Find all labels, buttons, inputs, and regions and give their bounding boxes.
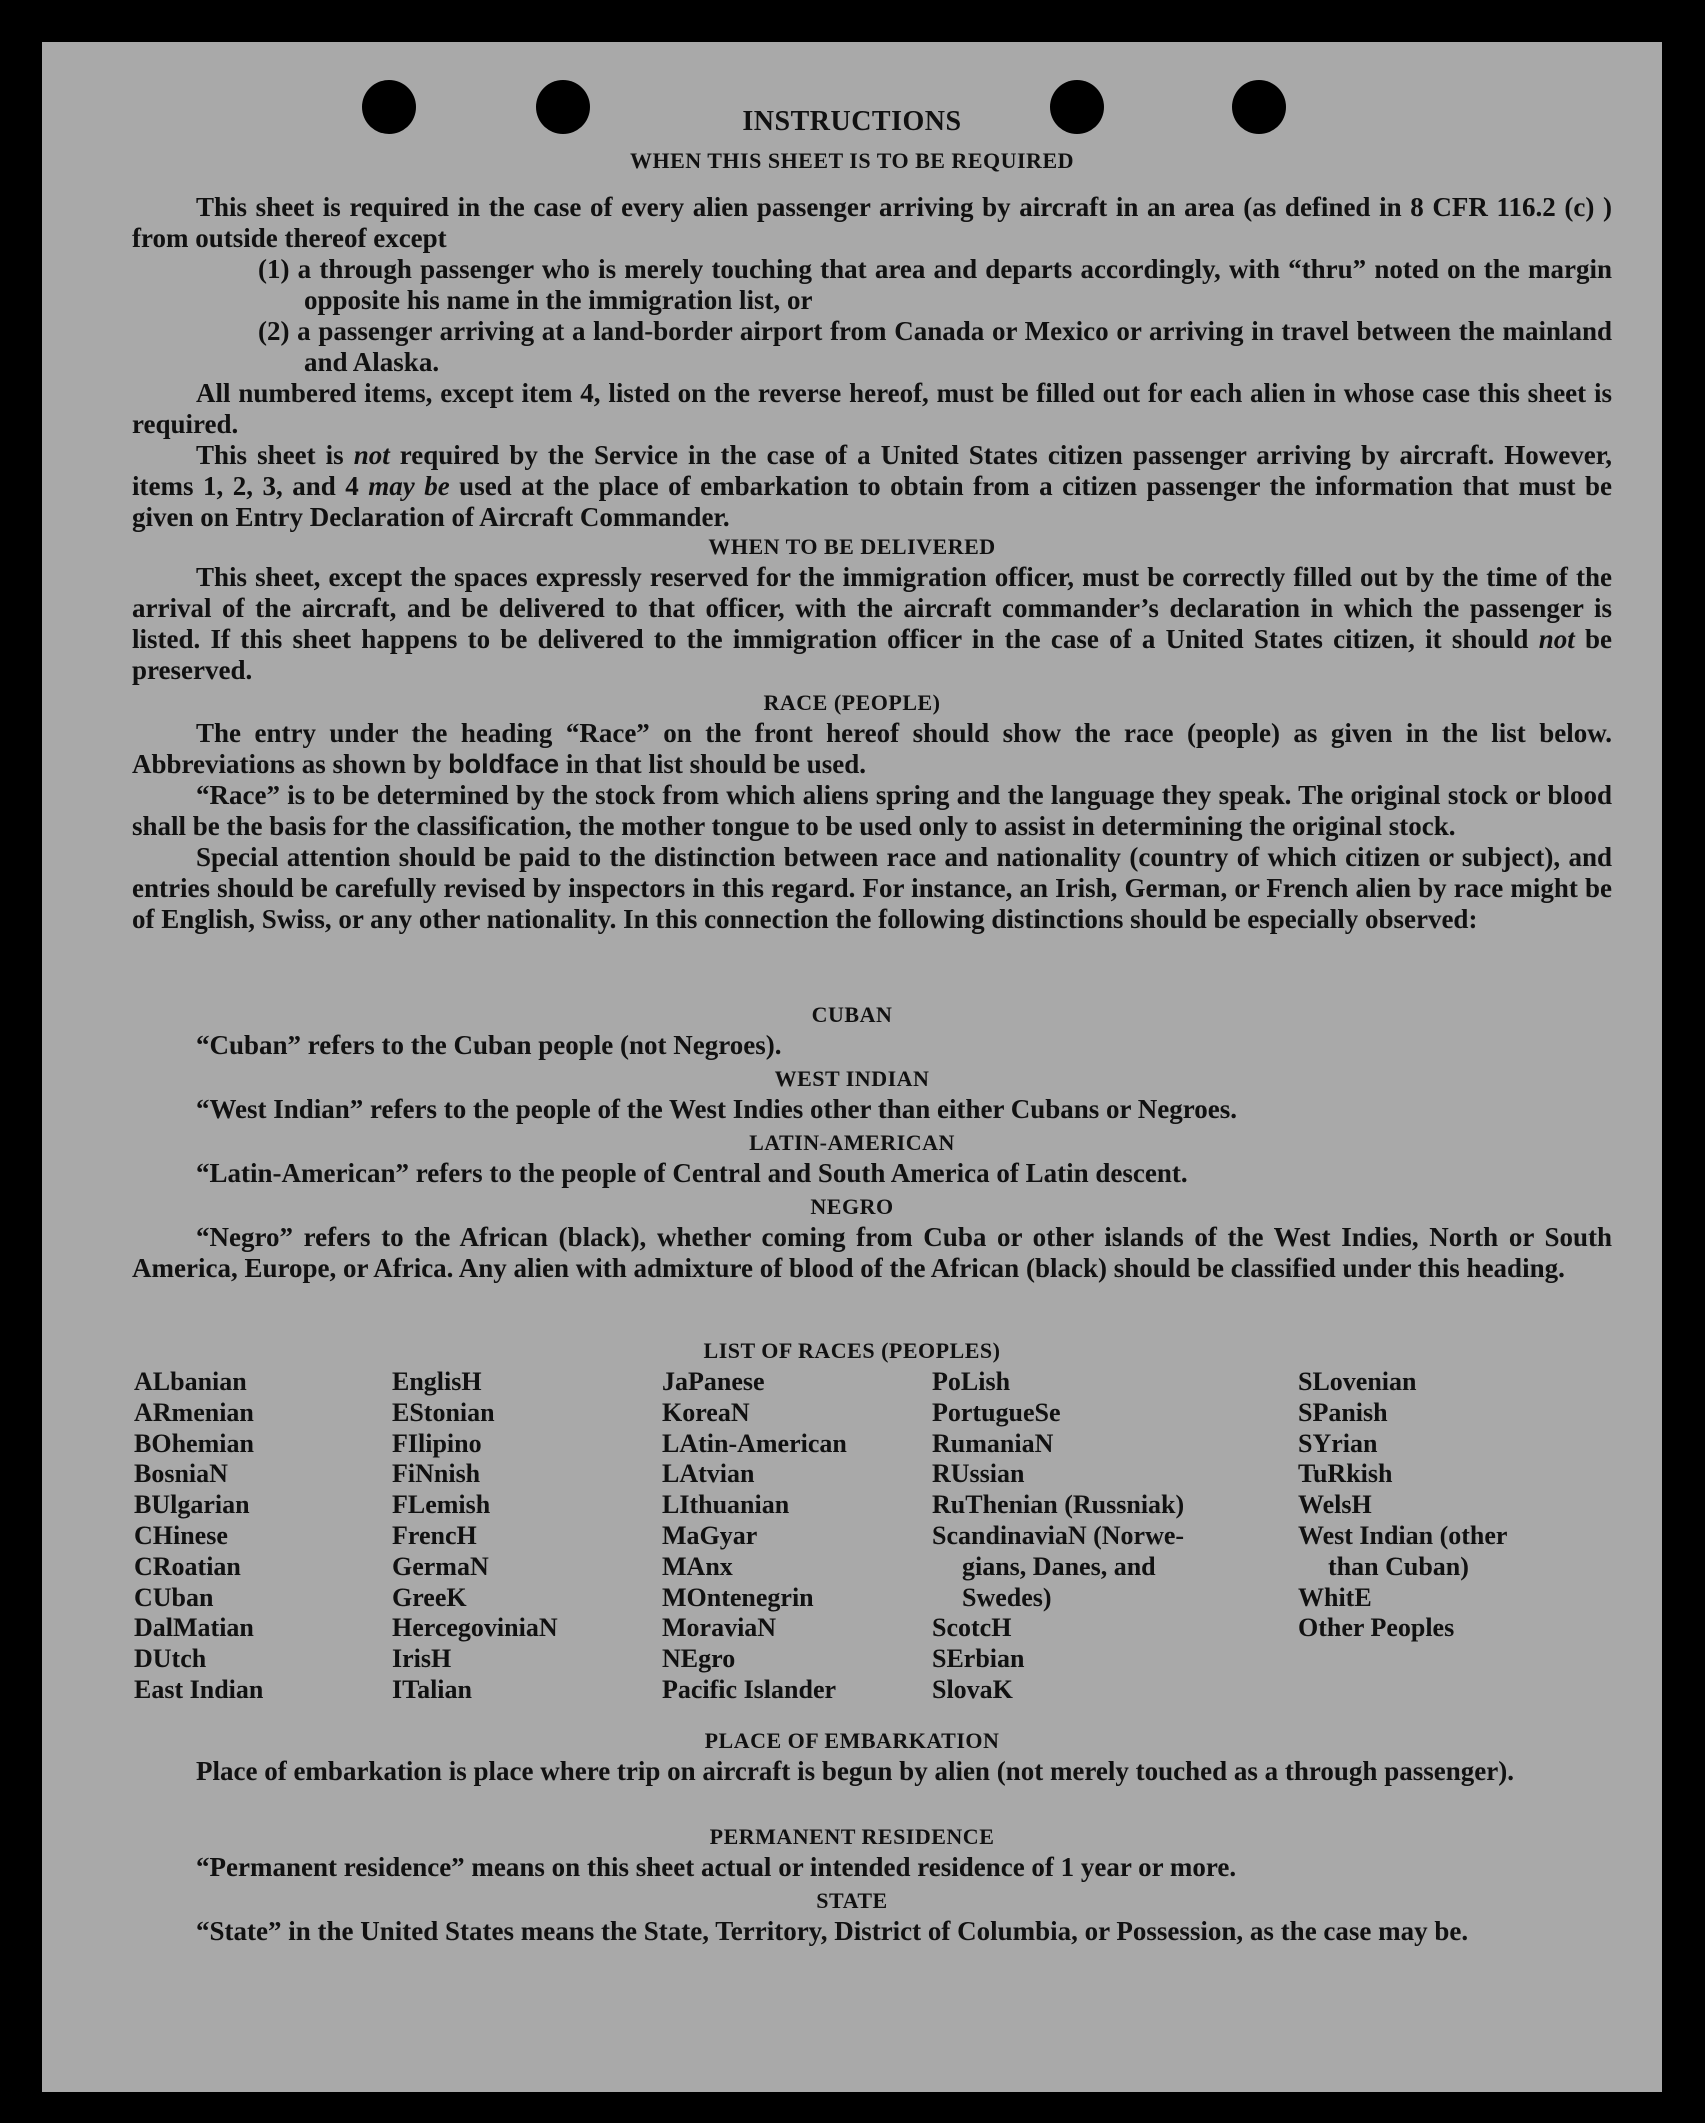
race-list-item: ScandinaviaN (Norwe- bbox=[932, 1520, 1185, 1550]
race-list-item: IrisH bbox=[392, 1644, 452, 1674]
required-paragraph-1: This sheet is required in the case of every alien passenger arriving by aircraft in an area (as defined in 8 CFR 116.2 (c) ) from outside thereof except bbox=[132, 192, 1612, 253]
residence-text: “Permanent residence” means on this sheet actual or intended residence of 1 year or more. bbox=[196, 1852, 1237, 1882]
race-list-item: Pacific Islander bbox=[662, 1674, 837, 1704]
race-list-item: ARmenian bbox=[134, 1397, 254, 1427]
embarkation-text: Place of embarkation is place where trip on aircraft is begun by alien (not merely touched as a through passenger). bbox=[196, 1756, 1514, 1786]
required-item-2: (2) a passenger arriving at a land-border airport from Canada or Mexico or arriving in travel between the mainland and Alaska. bbox=[258, 316, 1612, 377]
race-list-item: WhitE bbox=[1298, 1582, 1372, 1612]
race-list-item: CUban bbox=[134, 1582, 214, 1612]
heading-state: STATE bbox=[816, 1888, 888, 1913]
races-column-1 bbox=[134, 1367, 263, 1706]
race-list-item: LIthuanian bbox=[662, 1490, 790, 1520]
heading-embarkation: PLACE OF EMBARKATION bbox=[704, 1728, 1000, 1753]
race-list-item: LAtin-American bbox=[662, 1428, 847, 1458]
race-list-item: DUtch bbox=[134, 1644, 207, 1674]
race-list-item: SErbian bbox=[932, 1644, 1025, 1674]
race-list-item: LAtvian bbox=[662, 1459, 755, 1489]
race-list-item: Other Peoples bbox=[1298, 1613, 1455, 1643]
races-column-5 bbox=[1298, 1367, 1507, 1644]
definition-west-indian bbox=[132, 1094, 1612, 1125]
race-paragraph-1: The entry under the heading “Race” on the front hereof should show the race (people) as given in the list below. Abbreviations as shown by boldface in that list should be used. bbox=[132, 718, 1612, 779]
race-list-item: than Cuban) bbox=[1328, 1551, 1469, 1581]
definition-negro-text: “Negro” refers to the African (black), whether coming from Cuba or other islands of the West Indies, North or South America, Europe, or Africa. Any alien with admixture of blood of the African (black) should be classified under this heading. bbox=[132, 1222, 1612, 1283]
race-list-item: BUlgarian bbox=[134, 1490, 250, 1520]
race-list-item: gians, Danes, and bbox=[962, 1551, 1156, 1581]
race-list-item: PortugueSe bbox=[932, 1397, 1061, 1427]
heading-when-required: WHEN THIS SHEET IS TO BE REQUIRED bbox=[629, 148, 1075, 173]
race-list-item: FIlipino bbox=[392, 1428, 482, 1458]
race-list-item: SLovenian bbox=[1298, 1367, 1417, 1396]
race-list-item: SYrian bbox=[1298, 1428, 1378, 1458]
definition-latin-american-text: “Latin-American” refers to the people of Central and South America of Latin descent. bbox=[196, 1158, 1188, 1188]
definition-cuban bbox=[132, 1030, 1612, 1061]
page-title: INSTRUCTIONS bbox=[742, 106, 962, 137]
race-list-item: FrencH bbox=[392, 1520, 477, 1550]
race-list-item: HercegoviniaN bbox=[392, 1613, 558, 1643]
race-list-item: PoLish bbox=[932, 1367, 1011, 1396]
heading-negro: NEGRO bbox=[810, 1194, 894, 1219]
races-column-3 bbox=[662, 1367, 847, 1706]
definition-latin-american bbox=[132, 1158, 1612, 1189]
heading-residence: PERMANENT RESIDENCE bbox=[709, 1824, 995, 1849]
race-paragraph-3: Special attention should be paid to the distinction between race and nationality (country of which citizen or subject), and entries should be carefully revised by inspectors in this regard. For instance, an Irish, German, or French alien by race might be of English, Swiss, or any other nationality. In this connection the following distinctions should be especially observed: bbox=[132, 842, 1612, 934]
race-list-item: RuThenian (Russniak) bbox=[932, 1490, 1185, 1520]
heading-list-of-races: LIST OF RACES (PEOPLES) bbox=[703, 1338, 1001, 1363]
race-list-item: FLemish bbox=[392, 1490, 491, 1520]
race-list-item: BOhemian bbox=[134, 1428, 254, 1458]
heading-latin-american: LATIN-AMERICAN bbox=[749, 1130, 955, 1155]
race-list-item: JaPanese bbox=[662, 1367, 765, 1396]
race-list-item: GreeK bbox=[392, 1582, 467, 1612]
race-list-item: CRoatian bbox=[134, 1551, 241, 1581]
document-sheet bbox=[42, 42, 1662, 2092]
races-column-2 bbox=[392, 1367, 558, 1706]
race-list-item: SlovaK bbox=[932, 1674, 1013, 1704]
race-list-item: ALbanian bbox=[134, 1367, 247, 1396]
race-list-item: MAnx bbox=[662, 1551, 733, 1581]
race-list-item: NEgro bbox=[662, 1644, 736, 1674]
race-list-item: CHinese bbox=[134, 1520, 228, 1550]
race-list-item: East Indian bbox=[134, 1674, 264, 1704]
delivered-paragraph: This sheet, except the spaces expressly reserved for the immigration officer, must be correctly filled out by the time of the arrival of the aircraft, and be delivered to that officer, with the aircraft commander’s declaration in which the passenger is listed. If this sheet happens to be delivered to the immigration officer in the case of a United States citizen, it should not be preserved. bbox=[132, 562, 1613, 685]
race-list-item: TuRkish bbox=[1298, 1459, 1393, 1489]
race-list-item: ITalian bbox=[392, 1674, 472, 1704]
race-list-item: ScotcH bbox=[932, 1613, 1012, 1643]
section-race bbox=[132, 718, 1612, 935]
heading-cuban: CUBAN bbox=[811, 1002, 893, 1027]
race-list-item: SPanish bbox=[1298, 1397, 1388, 1427]
race-list-item: BosniaN bbox=[134, 1459, 228, 1489]
race-paragraph-2: “Race” is to be determined by the stock from which aliens spring and the language they speak. The original stock or blood shall be the basis for the classification, the mother tongue to be used only to assist in determining the original stock. bbox=[132, 780, 1612, 841]
section-when-delivered bbox=[132, 562, 1612, 686]
section-residence bbox=[132, 1852, 1612, 1883]
state-text: “State” in the United States means the State, Territory, District of Columbia, or Possession, as the case may be. bbox=[196, 1916, 1469, 1946]
section-embarkation bbox=[132, 1756, 1612, 1787]
definition-cuban-text: “Cuban” refers to the Cuban people (not Negroes). bbox=[196, 1030, 782, 1060]
section-when-required bbox=[132, 192, 1612, 533]
race-list-item: Swedes) bbox=[962, 1582, 1052, 1612]
race-list-item: RumaniaN bbox=[932, 1428, 1054, 1458]
race-list-item: EStonian bbox=[392, 1397, 495, 1427]
required-item-1: (1) a through passenger who is merely touching that area and departs accordingly, with “thru” noted on the margin opposite his name in the immigration list, or bbox=[258, 254, 1612, 315]
definition-west-indian-text: “West Indian” refers to the people of the West Indies other than either Cubans or Negroes. bbox=[196, 1094, 1238, 1124]
race-list-item: GermaN bbox=[392, 1551, 489, 1581]
race-list-item: West Indian (other bbox=[1298, 1520, 1508, 1550]
race-list-item: WelsH bbox=[1298, 1490, 1372, 1520]
required-paragraph-3: This sheet is not required by the Service in the case of a United States citizen passenger arriving by aircraft. However, items 1, 2, 3, and 4 may be used at the place of embarkation to obtain from a citizen passenger the information that must be given on Entry Declaration of Aircraft Commander. bbox=[132, 440, 1613, 532]
required-paragraph-2: All numbered items, except item 4, listed on the reverse hereof, must be filled out for each alien in whose case this sheet is required. bbox=[132, 378, 1612, 439]
race-list-item: MoraviaN bbox=[662, 1613, 777, 1643]
heading-west-indian: WEST INDIAN bbox=[774, 1066, 930, 1091]
race-list-item: MaGyar bbox=[662, 1520, 758, 1550]
race-list-item: RUssian bbox=[932, 1459, 1025, 1489]
race-list-item: EnglisH bbox=[392, 1367, 482, 1396]
section-state bbox=[132, 1916, 1612, 1947]
race-list-item: FiNnish bbox=[392, 1459, 481, 1489]
race-list-item: DalMatian bbox=[134, 1613, 254, 1643]
heading-race: RACE (PEOPLE) bbox=[763, 690, 941, 715]
definition-negro bbox=[132, 1222, 1612, 1284]
race-list-item: KoreaN bbox=[662, 1397, 750, 1427]
heading-when-delivered: WHEN TO BE DELIVERED bbox=[708, 534, 996, 559]
race-list-item: MOntenegrin bbox=[662, 1582, 814, 1612]
races-column-4 bbox=[932, 1367, 1184, 1706]
